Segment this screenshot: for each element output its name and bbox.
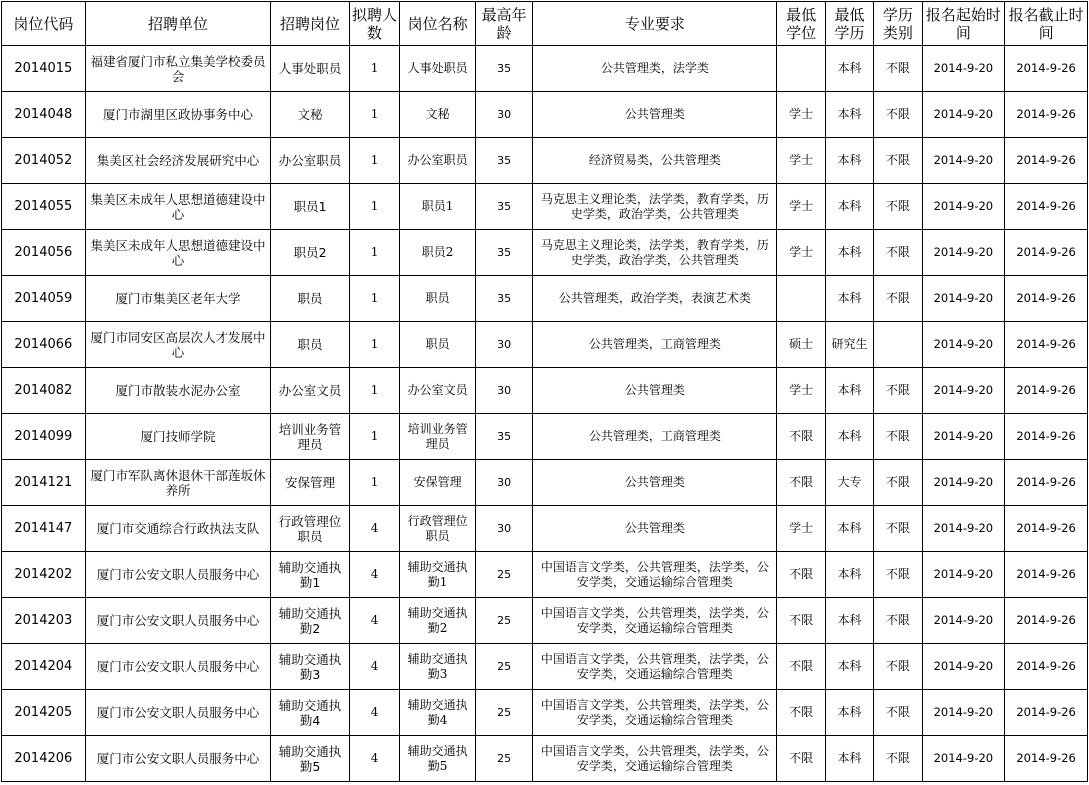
cell-edu: 研究生 — [825, 322, 873, 368]
cell-name: 职员 — [400, 276, 476, 322]
cell-count: 1 — [349, 368, 399, 414]
cell-major: 公共管理类，政治学类，表演艺术类 — [533, 276, 777, 322]
cell-post: 辅助交通执勤4 — [271, 690, 350, 736]
cell-count: 1 — [349, 184, 399, 230]
cell-unit: 厦门技师学院 — [85, 414, 271, 460]
cell-name: 辅助交通执勤4 — [400, 690, 476, 736]
cell-degree: 学士 — [777, 506, 825, 552]
cell-major: 公共管理类 — [533, 368, 777, 414]
table-row — [2, 92, 1088, 138]
cell-end: 2014-9-26 — [1005, 276, 1088, 322]
cell-degree: 不限 — [777, 598, 825, 644]
cell-post: 办公室文员 — [271, 368, 350, 414]
cell-edu: 本科 — [825, 276, 873, 322]
cell-start: 2014-9-20 — [922, 598, 1005, 644]
cell-type: 不限 — [874, 644, 922, 690]
cell-edu: 本科 — [825, 552, 873, 598]
cell-post: 职员2 — [271, 230, 350, 276]
cell-type: 不限 — [874, 138, 922, 184]
table-row — [2, 506, 1088, 552]
cell-name: 辅助交通执勤3 — [400, 644, 476, 690]
cell-major: 公共管理类，工商管理类 — [533, 414, 777, 460]
cell-age: 25 — [475, 736, 532, 782]
cell-start: 2014-9-20 — [922, 184, 1005, 230]
cell-degree: 学士 — [777, 230, 825, 276]
cell-type: 不限 — [874, 46, 922, 92]
cell-post: 辅助交通执勤5 — [271, 736, 350, 782]
cell-unit: 厦门市公安文职人员服务中心 — [85, 690, 271, 736]
cell-code: 2014048 — [2, 92, 86, 138]
cell-major: 中国语言文学类，公共管理类，法学类，公安学类，交通运输综合管理类 — [533, 644, 777, 690]
cell-code: 2014055 — [2, 184, 86, 230]
cell-unit: 厦门市公安文职人员服务中心 — [85, 736, 271, 782]
cell-degree — [777, 276, 825, 322]
cell-age: 35 — [475, 138, 532, 184]
cell-count: 4 — [349, 736, 399, 782]
table-row — [2, 230, 1088, 276]
cell-end: 2014-9-26 — [1005, 460, 1088, 506]
cell-unit: 集美区社会经济发展研究中心 — [85, 138, 271, 184]
cell-edu: 本科 — [825, 598, 873, 644]
header-end: 报名截止时间 — [1005, 2, 1088, 46]
cell-major: 中国语言文学类，公共管理类，法学类，公安学类，交通运输综合管理类 — [533, 736, 777, 782]
cell-name: 辅助交通执勤2 — [400, 598, 476, 644]
cell-degree: 不限 — [777, 552, 825, 598]
cell-code: 2014052 — [2, 138, 86, 184]
cell-unit: 厦门市公安文职人员服务中心 — [85, 644, 271, 690]
cell-name: 职员 — [400, 322, 476, 368]
cell-start: 2014-9-20 — [922, 368, 1005, 414]
table-row — [2, 552, 1088, 598]
cell-name: 安保管理 — [400, 460, 476, 506]
cell-age: 35 — [475, 276, 532, 322]
header-count: 拟聘人数 — [349, 2, 399, 46]
cell-age: 35 — [475, 414, 532, 460]
cell-end: 2014-9-26 — [1005, 644, 1088, 690]
cell-post: 行政管理位职员 — [271, 506, 350, 552]
cell-end: 2014-9-26 — [1005, 690, 1088, 736]
cell-age: 30 — [475, 506, 532, 552]
recruitment-table — [1, 1, 1088, 782]
cell-start: 2014-9-20 — [922, 322, 1005, 368]
cell-age: 30 — [475, 322, 532, 368]
cell-age: 25 — [475, 644, 532, 690]
cell-age: 25 — [475, 552, 532, 598]
header-degree: 最低学位 — [777, 2, 825, 46]
cell-age: 35 — [475, 184, 532, 230]
cell-name: 办公室职员 — [400, 138, 476, 184]
cell-start: 2014-9-20 — [922, 92, 1005, 138]
cell-edu: 本科 — [825, 506, 873, 552]
cell-start: 2014-9-20 — [922, 552, 1005, 598]
cell-edu: 本科 — [825, 184, 873, 230]
table-row — [2, 460, 1088, 506]
cell-type: 不限 — [874, 276, 922, 322]
cell-degree: 学士 — [777, 184, 825, 230]
cell-code: 2014147 — [2, 506, 86, 552]
cell-code: 2014082 — [2, 368, 86, 414]
cell-type: 不限 — [874, 184, 922, 230]
cell-edu: 本科 — [825, 644, 873, 690]
cell-name: 职员1 — [400, 184, 476, 230]
header-post: 招聘岗位 — [271, 2, 350, 46]
cell-name: 辅助交通执勤5 — [400, 736, 476, 782]
cell-type: 不限 — [874, 552, 922, 598]
cell-count: 1 — [349, 460, 399, 506]
cell-code: 2014099 — [2, 414, 86, 460]
cell-start: 2014-9-20 — [922, 644, 1005, 690]
cell-start: 2014-9-20 — [922, 276, 1005, 322]
cell-unit: 厦门市军队离休退休干部莲坂休养所 — [85, 460, 271, 506]
cell-count: 1 — [349, 46, 399, 92]
cell-end: 2014-9-26 — [1005, 736, 1088, 782]
cell-name: 职员2 — [400, 230, 476, 276]
cell-major: 公共管理类 — [533, 460, 777, 506]
cell-type: 不限 — [874, 690, 922, 736]
cell-degree: 学士 — [777, 92, 825, 138]
cell-count: 1 — [349, 92, 399, 138]
cell-type — [874, 322, 922, 368]
cell-code: 2014205 — [2, 690, 86, 736]
cell-post: 职员 — [271, 276, 350, 322]
cell-name: 人事处职员 — [400, 46, 476, 92]
header-unit: 招聘单位 — [85, 2, 271, 46]
cell-code: 2014121 — [2, 460, 86, 506]
cell-degree: 学士 — [777, 138, 825, 184]
cell-edu: 大专 — [825, 460, 873, 506]
cell-end: 2014-9-26 — [1005, 414, 1088, 460]
cell-major: 中国语言文学类，公共管理类，法学类，公安学类，交通运输综合管理类 — [533, 598, 777, 644]
table-row — [2, 184, 1088, 230]
cell-major: 中国语言文学类，公共管理类，法学类，公安学类，交通运输综合管理类 — [533, 552, 777, 598]
cell-type: 不限 — [874, 506, 922, 552]
header-age: 最高年龄 — [475, 2, 532, 46]
cell-unit: 厦门市散装水泥办公室 — [85, 368, 271, 414]
header-start: 报名起始时间 — [922, 2, 1005, 46]
cell-start: 2014-9-20 — [922, 230, 1005, 276]
cell-code: 2014203 — [2, 598, 86, 644]
cell-major: 公共管理类 — [533, 92, 777, 138]
cell-degree: 不限 — [777, 736, 825, 782]
cell-type: 不限 — [874, 736, 922, 782]
cell-start: 2014-9-20 — [922, 414, 1005, 460]
cell-end: 2014-9-26 — [1005, 46, 1088, 92]
table-body — [2, 46, 1088, 782]
cell-type: 不限 — [874, 230, 922, 276]
cell-start: 2014-9-20 — [922, 460, 1005, 506]
cell-degree: 不限 — [777, 460, 825, 506]
cell-major: 马克思主义理论类，法学类，教育学类，历史学类，政治学类，公共管理类 — [533, 184, 777, 230]
cell-unit: 厦门市同安区高层次人才发展中心 — [85, 322, 271, 368]
cell-major: 经济贸易类，公共管理类 — [533, 138, 777, 184]
table-row — [2, 276, 1088, 322]
cell-edu: 本科 — [825, 690, 873, 736]
header-code: 岗位代码 — [2, 2, 86, 46]
cell-major: 中国语言文学类，公共管理类，法学类，公安学类，交通运输综合管理类 — [533, 690, 777, 736]
cell-unit: 厦门市公安文职人员服务中心 — [85, 598, 271, 644]
cell-post: 辅助交通执勤1 — [271, 552, 350, 598]
cell-age: 35 — [475, 46, 532, 92]
cell-major: 公共管理类 — [533, 506, 777, 552]
cell-age: 30 — [475, 92, 532, 138]
cell-end: 2014-9-26 — [1005, 322, 1088, 368]
cell-edu: 本科 — [825, 46, 873, 92]
cell-unit: 厦门市湖里区政协事务中心 — [85, 92, 271, 138]
cell-count: 4 — [349, 690, 399, 736]
cell-code: 2014204 — [2, 644, 86, 690]
cell-degree: 不限 — [777, 690, 825, 736]
table-row — [2, 138, 1088, 184]
cell-post: 培训业务管理员 — [271, 414, 350, 460]
cell-age: 30 — [475, 368, 532, 414]
table-row — [2, 46, 1088, 92]
cell-unit: 厦门市集美区老年大学 — [85, 276, 271, 322]
cell-start: 2014-9-20 — [922, 46, 1005, 92]
cell-edu: 本科 — [825, 368, 873, 414]
header-edu: 最低学历 — [825, 2, 873, 46]
cell-start: 2014-9-20 — [922, 506, 1005, 552]
cell-unit: 集美区未成年人思想道德建设中心 — [85, 230, 271, 276]
cell-name: 文秘 — [400, 92, 476, 138]
header-type: 学历类别 — [874, 2, 922, 46]
cell-degree — [777, 46, 825, 92]
cell-end: 2014-9-26 — [1005, 598, 1088, 644]
cell-count: 4 — [349, 506, 399, 552]
table-row — [2, 644, 1088, 690]
cell-end: 2014-9-26 — [1005, 506, 1088, 552]
cell-start: 2014-9-20 — [922, 690, 1005, 736]
cell-type: 不限 — [874, 368, 922, 414]
cell-name: 辅助交通执勤1 — [400, 552, 476, 598]
cell-post: 职员 — [271, 322, 350, 368]
cell-count: 1 — [349, 230, 399, 276]
cell-degree: 不限 — [777, 644, 825, 690]
cell-unit: 福建省厦门市私立集美学校委员会 — [85, 46, 271, 92]
table-row — [2, 690, 1088, 736]
cell-end: 2014-9-26 — [1005, 138, 1088, 184]
cell-code: 2014066 — [2, 322, 86, 368]
cell-edu: 本科 — [825, 138, 873, 184]
cell-start: 2014-9-20 — [922, 138, 1005, 184]
header-name: 岗位名称 — [400, 2, 476, 46]
cell-edu: 本科 — [825, 414, 873, 460]
cell-count: 4 — [349, 598, 399, 644]
cell-post: 辅助交通执勤3 — [271, 644, 350, 690]
cell-type: 不限 — [874, 92, 922, 138]
cell-count: 4 — [349, 644, 399, 690]
cell-age: 25 — [475, 598, 532, 644]
cell-post: 办公室职员 — [271, 138, 350, 184]
table-row — [2, 598, 1088, 644]
cell-unit: 集美区未成年人思想道德建设中心 — [85, 184, 271, 230]
cell-major: 公共管理类，工商管理类 — [533, 322, 777, 368]
cell-degree: 不限 — [777, 414, 825, 460]
cell-start: 2014-9-20 — [922, 736, 1005, 782]
header-row — [2, 2, 1088, 46]
cell-age: 35 — [475, 230, 532, 276]
cell-unit: 厦门市公安文职人员服务中心 — [85, 552, 271, 598]
cell-count: 1 — [349, 276, 399, 322]
cell-post: 文秘 — [271, 92, 350, 138]
table-row — [2, 368, 1088, 414]
cell-end: 2014-9-26 — [1005, 184, 1088, 230]
cell-post: 安保管理 — [271, 460, 350, 506]
cell-code: 2014206 — [2, 736, 86, 782]
table-row — [2, 322, 1088, 368]
cell-post: 人事处职员 — [271, 46, 350, 92]
cell-end: 2014-9-26 — [1005, 368, 1088, 414]
table-row — [2, 736, 1088, 782]
cell-code: 2014056 — [2, 230, 86, 276]
cell-edu: 本科 — [825, 230, 873, 276]
cell-age: 25 — [475, 690, 532, 736]
cell-major: 马克思主义理论类，法学类，教育学类，历史学类，政治学类，公共管理类 — [533, 230, 777, 276]
cell-type: 不限 — [874, 598, 922, 644]
cell-code: 2014015 — [2, 46, 86, 92]
table-row — [2, 414, 1088, 460]
cell-degree: 硕士 — [777, 322, 825, 368]
cell-edu: 本科 — [825, 736, 873, 782]
cell-code: 2014059 — [2, 276, 86, 322]
cell-edu: 本科 — [825, 92, 873, 138]
cell-post: 辅助交通执勤2 — [271, 598, 350, 644]
cell-degree: 学士 — [777, 368, 825, 414]
cell-code: 2014202 — [2, 552, 86, 598]
cell-name: 行政管理位职员 — [400, 506, 476, 552]
cell-count: 1 — [349, 414, 399, 460]
cell-end: 2014-9-26 — [1005, 92, 1088, 138]
cell-name: 办公室文员 — [400, 368, 476, 414]
cell-count: 4 — [349, 552, 399, 598]
cell-type: 不限 — [874, 414, 922, 460]
cell-end: 2014-9-26 — [1005, 552, 1088, 598]
cell-end: 2014-9-26 — [1005, 230, 1088, 276]
cell-unit: 厦门市交通综合行政执法支队 — [85, 506, 271, 552]
cell-count: 1 — [349, 138, 399, 184]
cell-name: 培训业务管理员 — [400, 414, 476, 460]
cell-count: 1 — [349, 322, 399, 368]
cell-post: 职员1 — [271, 184, 350, 230]
header-major: 专业要求 — [533, 2, 777, 46]
cell-major: 公共管理类，法学类 — [533, 46, 777, 92]
cell-type: 不限 — [874, 460, 922, 506]
cell-age: 30 — [475, 460, 532, 506]
